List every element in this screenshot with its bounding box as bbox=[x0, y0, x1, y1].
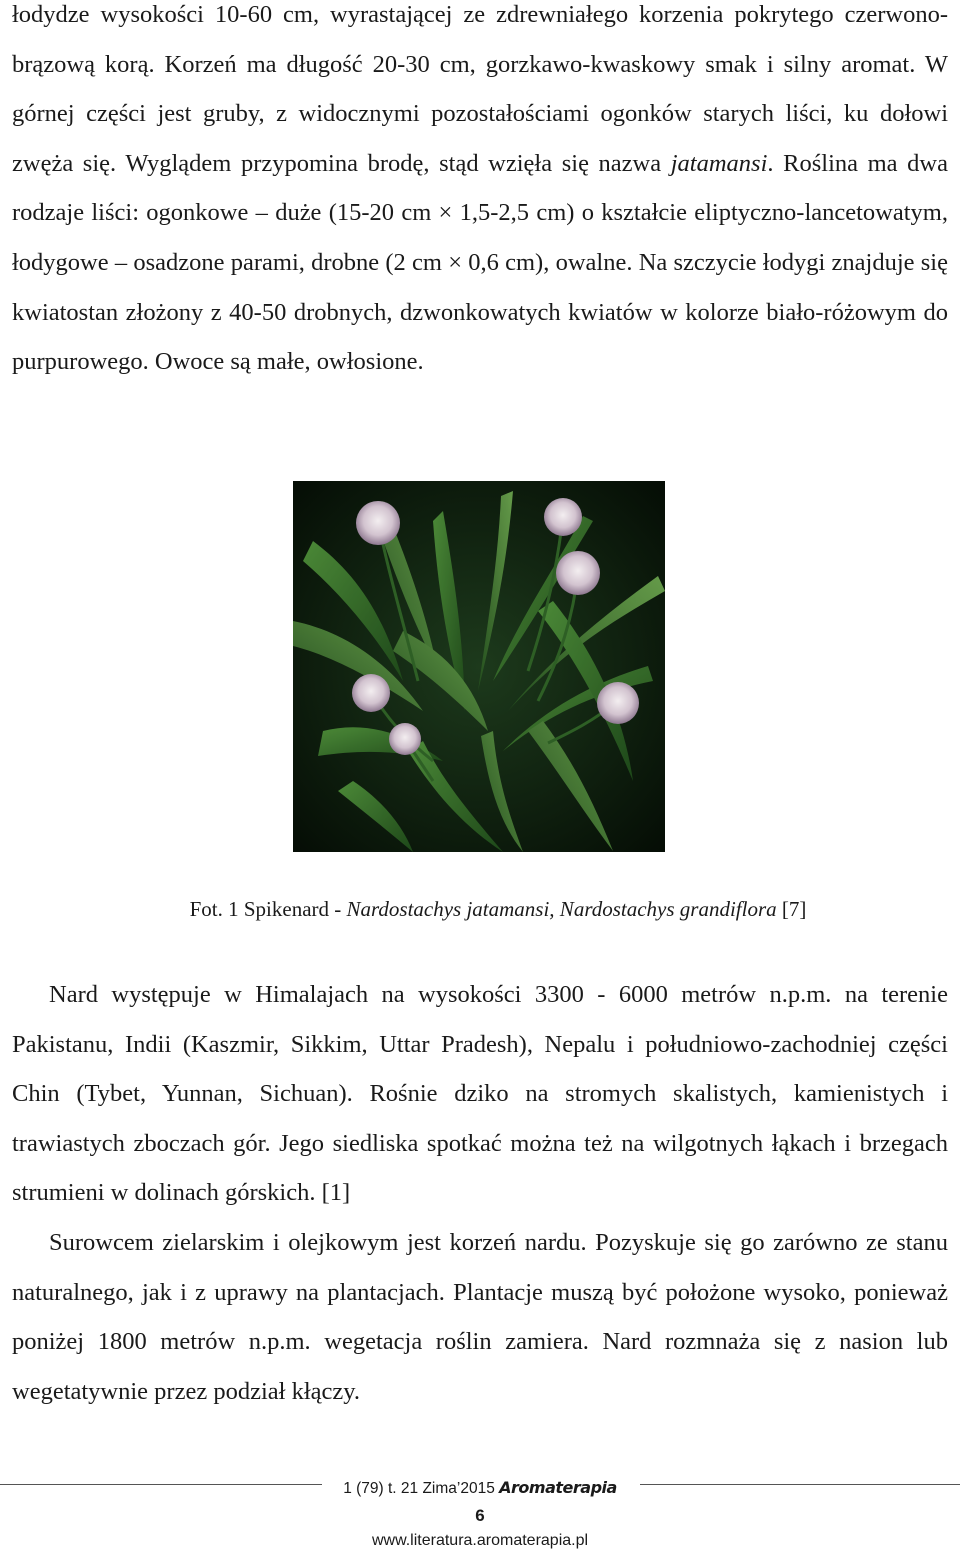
spikenard-photo bbox=[293, 481, 665, 852]
description-italic-term: jatamansi bbox=[670, 149, 768, 177]
page-number: 6 bbox=[475, 1506, 485, 1525]
paragraph-plant-description bbox=[12, 0, 948, 387]
issue-label: 1 (79) t. 21 Zima’2015 bbox=[343, 1480, 500, 1497]
paragraph-distribution-and-harvesting bbox=[12, 970, 948, 1416]
figure-caption bbox=[0, 894, 960, 924]
journal-logo: Aromaterapia bbox=[499, 1478, 617, 1497]
caption-prefix: Fot. 1 Spikenard - bbox=[189, 897, 347, 921]
caption-reference: [7] bbox=[776, 897, 807, 921]
description-text-end: . Roślina ma dwa rodzaje liści: ogonkowe – duże (15-20 cm × 1,5-2,5 cm) o kształcie eliptyczno-lancetowatym, łodygowe – osadzone parami, drobne (2 cm × 0,6 cm), owalne. Na szczycie łodygi znajduje się kwiatostan złożony z 40-50 drobnych, dzwonkowatych kwiatów w kolorze biało-różowym do purpurowego. Owoce są małe, owłosione. bbox=[12, 149, 948, 376]
footer-issue-info bbox=[0, 1478, 960, 1499]
caption-species-names: Nardostachys jatamansi, Nardostachys grandiflora bbox=[346, 897, 777, 921]
description-text-start: łodydze wysokości 10-60 cm, wyrastającej ze zdrewniałego korzenia pokrytego czerwono-brązową korą. Korzeń ma długość 20-30 cm, gorzkawo-kwaskowy smak i silny aromat. W górnej części jest gruby, z widocznymi pozostałościami ogonków starych liści, ku dołowi zwęża się. Wyglądem przypomina brodę, stąd wzięła się nazwa bbox=[12, 1, 948, 177]
spikenard-plant-illustration bbox=[293, 481, 665, 852]
website-url[interactable]: www.literatura.aromaterapia.pl bbox=[371, 1532, 589, 1549]
paragraph-harvesting: Surowcem zielarskim i olejkowym jest korzeń nardu. Pozyskuje się go zarówno ze stanu naturalnego, jak i z uprawy na plantacjach. Plantacje muszą być położone wysoko, ponieważ poniżej 1800 metrów n.p.m. wegetacja roślin zamiera. Nard rozmnaża się z nasion lub wegetatywnie przez podział kłączy. bbox=[12, 1228, 948, 1405]
paragraph-distribution: Nard występuje w Himalajach na wysokości 3300 - 6000 metrów n.p.m. na terenie Pakistanu, Indii (Kaszmir, Sikkim, Uttar Pradesh), Nepalu i południowo-zachodniej części Chin (Tybet, Yunnan, Sichuan). Rośnie dziko na stromych skalistych, kamienistych i trawiastych zboczach gór. Jego siedliska spotkać można też na wilgotnych łąkach i brzegach strumieni w dolinach górskich. [1] bbox=[12, 981, 948, 1207]
